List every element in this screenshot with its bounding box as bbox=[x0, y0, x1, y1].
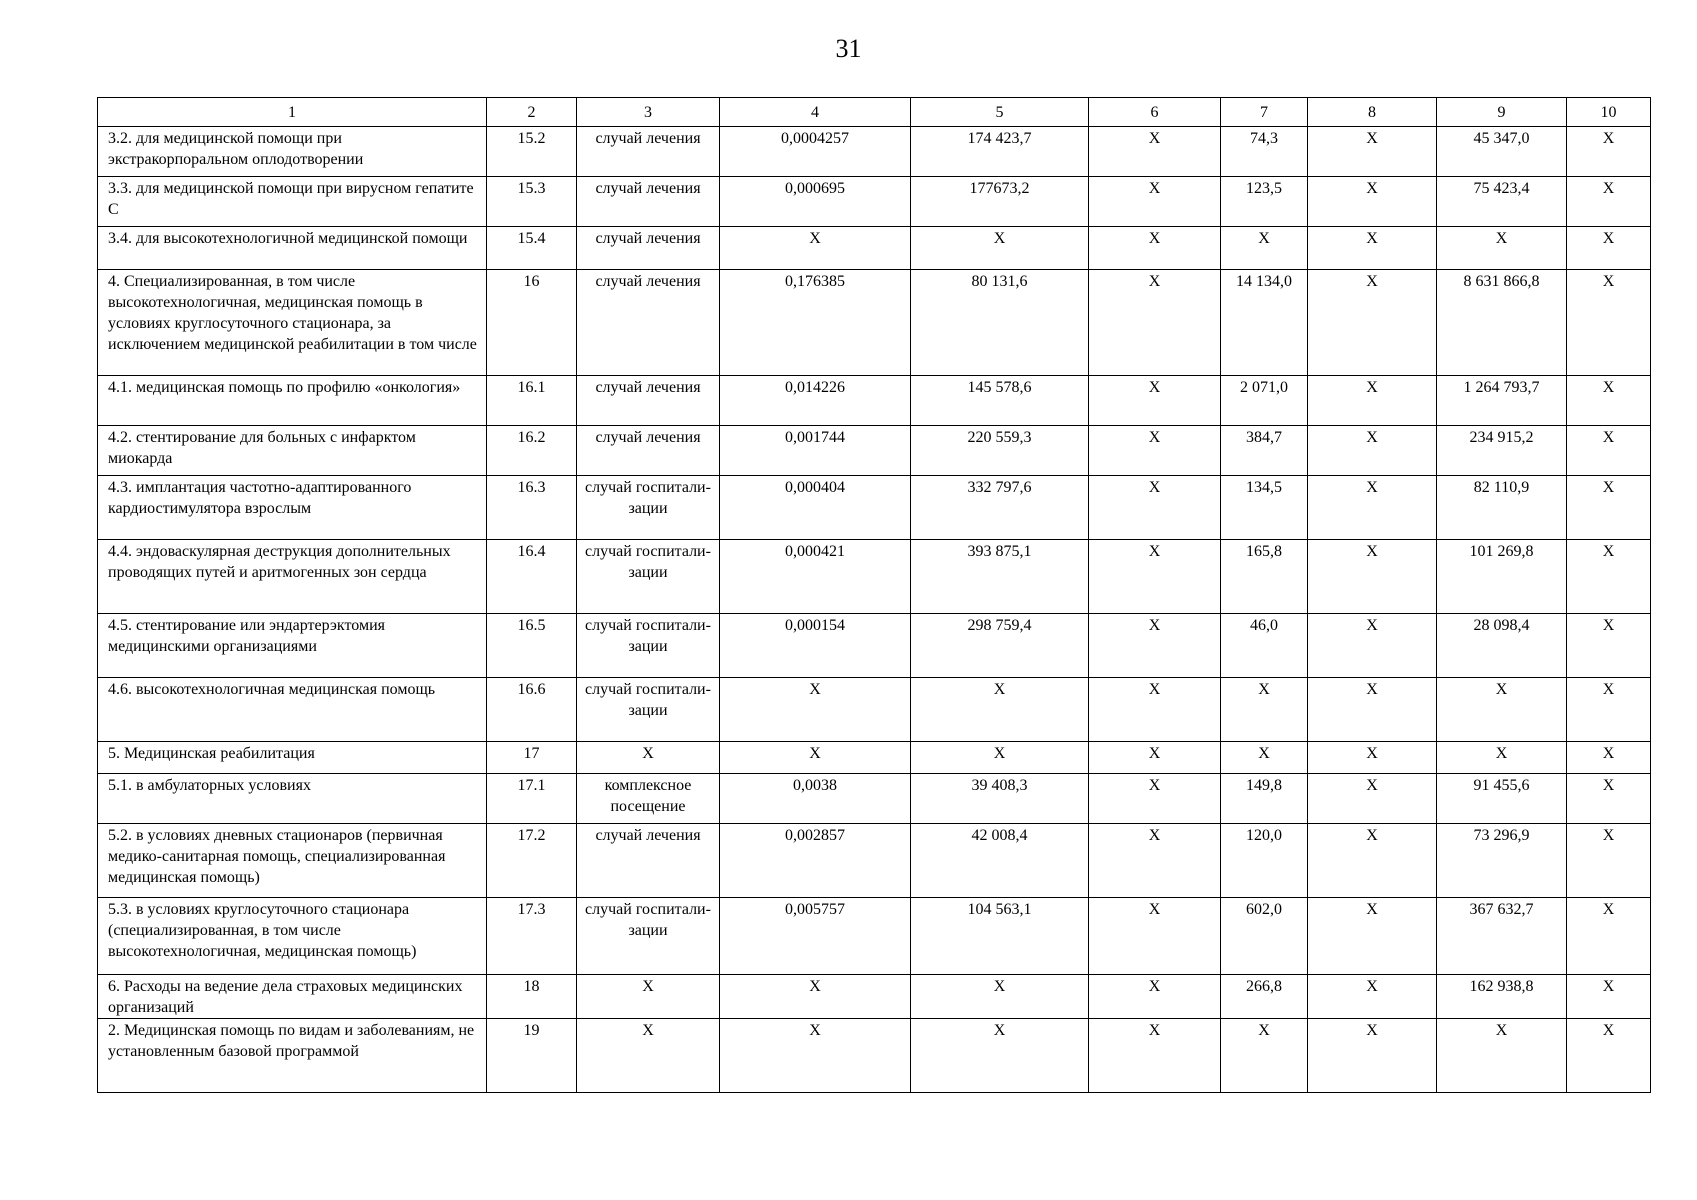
col-6-value: X bbox=[1089, 426, 1221, 476]
col-5-value: 220 559,3 bbox=[911, 426, 1089, 476]
col-6-value: X bbox=[1089, 227, 1221, 270]
col-5-value: X bbox=[911, 227, 1089, 270]
col-8-value: X bbox=[1308, 127, 1437, 177]
row-code: 18 bbox=[487, 975, 577, 1019]
row-code: 16.5 bbox=[487, 614, 577, 678]
col-7-value: 602,0 bbox=[1221, 898, 1308, 975]
col-9-value: 101 269,8 bbox=[1437, 540, 1567, 614]
row-unit: случай лечения bbox=[577, 177, 720, 227]
column-number-4: 4 bbox=[720, 98, 911, 127]
col-7-value: 384,7 bbox=[1221, 426, 1308, 476]
row-name: 2. Медицинская помощь по видам и заболеваниям, не установленным базовой программой bbox=[98, 1019, 487, 1093]
col-4-value: 0,014226 bbox=[720, 376, 911, 426]
col-7-value: 123,5 bbox=[1221, 177, 1308, 227]
table-row bbox=[98, 742, 1651, 774]
col-8-value: X bbox=[1308, 270, 1437, 376]
row-code: 16.4 bbox=[487, 540, 577, 614]
col-10-value: X bbox=[1567, 177, 1651, 227]
col-9-value: 234 915,2 bbox=[1437, 426, 1567, 476]
col-10-value: X bbox=[1567, 975, 1651, 1019]
table-row bbox=[98, 227, 1651, 270]
row-name: 4.3. имплантация частотно-адаптированного кардиостимулятора взрослым bbox=[98, 476, 487, 540]
table-row bbox=[98, 824, 1651, 898]
row-unit: случай лечения bbox=[577, 426, 720, 476]
col-7-value: X bbox=[1221, 678, 1308, 742]
row-code: 16.1 bbox=[487, 376, 577, 426]
col-8-value: X bbox=[1308, 975, 1437, 1019]
col-6-value: X bbox=[1089, 476, 1221, 540]
row-code: 16 bbox=[487, 270, 577, 376]
col-10-value: X bbox=[1567, 614, 1651, 678]
col-5-value: X bbox=[911, 742, 1089, 774]
col-5-value: 393 875,1 bbox=[911, 540, 1089, 614]
col-7-value: X bbox=[1221, 227, 1308, 270]
row-code: 17.2 bbox=[487, 824, 577, 898]
col-6-value: X bbox=[1089, 975, 1221, 1019]
row-name: 4.5. стентирование или эндартерэктомия медицинскими организациями bbox=[98, 614, 487, 678]
col-5-value: 298 759,4 bbox=[911, 614, 1089, 678]
col-7-value: 149,8 bbox=[1221, 774, 1308, 824]
col-8-value: X bbox=[1308, 426, 1437, 476]
row-name: 5.2. в условиях дневных стационаров (первичная медико-санитарная помощь, специализированная медицинская помощь) bbox=[98, 824, 487, 898]
col-10-value: X bbox=[1567, 1019, 1651, 1093]
col-4-value: 0,176385 bbox=[720, 270, 911, 376]
col-4-value: X bbox=[720, 227, 911, 270]
row-unit: случай лечения bbox=[577, 376, 720, 426]
col-5-value: X bbox=[911, 975, 1089, 1019]
row-name: 3.4. для высокотехнологичной медицинской помощи bbox=[98, 227, 487, 270]
table-row bbox=[98, 1019, 1651, 1093]
column-number-7: 7 bbox=[1221, 98, 1308, 127]
col-10-value: X bbox=[1567, 678, 1651, 742]
col-8-value: X bbox=[1308, 898, 1437, 975]
row-unit: X bbox=[577, 975, 720, 1019]
row-code: 17.3 bbox=[487, 898, 577, 975]
table-row bbox=[98, 270, 1651, 376]
col-8-value: X bbox=[1308, 376, 1437, 426]
col-8-value: X bbox=[1308, 774, 1437, 824]
column-number-1: 1 bbox=[98, 98, 487, 127]
row-name: 3.3. для медицинской помощи при вирусном гепатите С bbox=[98, 177, 487, 227]
col-4-value: 0,001744 bbox=[720, 426, 911, 476]
table-row bbox=[98, 426, 1651, 476]
table-row bbox=[98, 774, 1651, 824]
col-6-value: X bbox=[1089, 177, 1221, 227]
table-row bbox=[98, 975, 1651, 1019]
col-4-value: X bbox=[720, 975, 911, 1019]
row-unit: случай госпитали-зации bbox=[577, 476, 720, 540]
col-8-value: X bbox=[1308, 678, 1437, 742]
row-name: 3.2. для медицинской помощи при экстракорпоральном оплодотворении bbox=[98, 127, 487, 177]
col-9-value: 28 098,4 bbox=[1437, 614, 1567, 678]
col-4-value: 0,000421 bbox=[720, 540, 911, 614]
col-8-value: X bbox=[1308, 540, 1437, 614]
col-9-value: X bbox=[1437, 227, 1567, 270]
col-5-value: 104 563,1 bbox=[911, 898, 1089, 975]
col-10-value: X bbox=[1567, 127, 1651, 177]
row-name: 4.4. эндоваскулярная деструкция дополнительных проводящих путей и аритмогенных зон сердца bbox=[98, 540, 487, 614]
col-10-value: X bbox=[1567, 774, 1651, 824]
table-row bbox=[98, 177, 1651, 227]
col-4-value: 0,000404 bbox=[720, 476, 911, 540]
col-5-value: 174 423,7 bbox=[911, 127, 1089, 177]
col-6-value: X bbox=[1089, 270, 1221, 376]
col-4-value: 0,005757 bbox=[720, 898, 911, 975]
row-unit: случай госпитали-зации bbox=[577, 678, 720, 742]
col-10-value: X bbox=[1567, 227, 1651, 270]
header-row bbox=[98, 98, 1651, 127]
col-8-value: X bbox=[1308, 1019, 1437, 1093]
row-code: 15.2 bbox=[487, 127, 577, 177]
col-4-value: X bbox=[720, 1019, 911, 1093]
row-code: 16.6 bbox=[487, 678, 577, 742]
col-10-value: X bbox=[1567, 476, 1651, 540]
table-row bbox=[98, 614, 1651, 678]
page-number: 31 bbox=[835, 34, 862, 63]
col-6-value: X bbox=[1089, 614, 1221, 678]
column-number-10: 10 bbox=[1567, 98, 1651, 127]
col-9-value: 162 938,8 bbox=[1437, 975, 1567, 1019]
row-unit: случай лечения bbox=[577, 270, 720, 376]
column-number-5: 5 bbox=[911, 98, 1089, 127]
col-10-value: X bbox=[1567, 824, 1651, 898]
row-name: 6. Расходы на ведение дела страховых медицинских организаций bbox=[98, 975, 487, 1019]
col-10-value: X bbox=[1567, 540, 1651, 614]
col-8-value: X bbox=[1308, 824, 1437, 898]
col-4-value: 0,000695 bbox=[720, 177, 911, 227]
col-10-value: X bbox=[1567, 742, 1651, 774]
row-unit: случай лечения bbox=[577, 824, 720, 898]
col-9-value: 73 296,9 bbox=[1437, 824, 1567, 898]
col-4-value: 0,002857 bbox=[720, 824, 911, 898]
row-name: 5.1. в амбулаторных условиях bbox=[98, 774, 487, 824]
col-7-value: 266,8 bbox=[1221, 975, 1308, 1019]
column-number-8: 8 bbox=[1308, 98, 1437, 127]
row-code: 15.4 bbox=[487, 227, 577, 270]
table-row bbox=[98, 898, 1651, 975]
column-number-2: 2 bbox=[487, 98, 577, 127]
col-7-value: 2 071,0 bbox=[1221, 376, 1308, 426]
col-5-value: 177673,2 bbox=[911, 177, 1089, 227]
col-7-value: 165,8 bbox=[1221, 540, 1308, 614]
col-8-value: X bbox=[1308, 614, 1437, 678]
col-6-value: X bbox=[1089, 1019, 1221, 1093]
col-7-value: 120,0 bbox=[1221, 824, 1308, 898]
col-6-value: X bbox=[1089, 898, 1221, 975]
col-10-value: X bbox=[1567, 376, 1651, 426]
col-9-value: 82 110,9 bbox=[1437, 476, 1567, 540]
row-unit: случай госпитали-зации bbox=[577, 540, 720, 614]
col-9-value: X bbox=[1437, 1019, 1567, 1093]
col-9-value: 367 632,7 bbox=[1437, 898, 1567, 975]
table-row bbox=[98, 540, 1651, 614]
row-name: 4. Специализированная, в том числе высокотехнологичная, медицинская помощь в условиях круглосуточного стационара, за исключением медицинской реабилитации в том числе bbox=[98, 270, 487, 376]
row-name: 4.2. стентирование для больных с инфарктом миокарда bbox=[98, 426, 487, 476]
col-7-value: 74,3 bbox=[1221, 127, 1308, 177]
col-9-value: X bbox=[1437, 678, 1567, 742]
row-unit: X bbox=[577, 742, 720, 774]
col-6-value: X bbox=[1089, 127, 1221, 177]
row-code: 19 bbox=[487, 1019, 577, 1093]
row-name: 4.1. медицинская помощь по профилю «онкология» bbox=[98, 376, 487, 426]
row-code: 16.3 bbox=[487, 476, 577, 540]
col-5-value: X bbox=[911, 678, 1089, 742]
col-4-value: 0,0038 bbox=[720, 774, 911, 824]
col-10-value: X bbox=[1567, 270, 1651, 376]
column-number-6: 6 bbox=[1089, 98, 1221, 127]
row-name: 4.6. высокотехнологичная медицинская помощь bbox=[98, 678, 487, 742]
col-9-value: 45 347,0 bbox=[1437, 127, 1567, 177]
row-unit: комплексное посещение bbox=[577, 774, 720, 824]
col-8-value: X bbox=[1308, 476, 1437, 540]
col-10-value: X bbox=[1567, 426, 1651, 476]
table-row bbox=[98, 127, 1651, 177]
row-unit: случай лечения bbox=[577, 127, 720, 177]
col-8-value: X bbox=[1308, 227, 1437, 270]
col-5-value: 332 797,6 bbox=[911, 476, 1089, 540]
col-10-value: X bbox=[1567, 898, 1651, 975]
row-unit: случай госпитали-зации bbox=[577, 614, 720, 678]
col-7-value: 14 134,0 bbox=[1221, 270, 1308, 376]
row-code: 15.3 bbox=[487, 177, 577, 227]
col-9-value: 8 631 866,8 bbox=[1437, 270, 1567, 376]
row-unit: случай лечения bbox=[577, 227, 720, 270]
col-8-value: X bbox=[1308, 177, 1437, 227]
col-6-value: X bbox=[1089, 824, 1221, 898]
col-6-value: X bbox=[1089, 742, 1221, 774]
row-unit: X bbox=[577, 1019, 720, 1093]
col-5-value: 80 131,6 bbox=[911, 270, 1089, 376]
col-7-value: 134,5 bbox=[1221, 476, 1308, 540]
col-4-value: X bbox=[720, 678, 911, 742]
col-5-value: 145 578,6 bbox=[911, 376, 1089, 426]
col-9-value: 1 264 793,7 bbox=[1437, 376, 1567, 426]
col-5-value: 42 008,4 bbox=[911, 824, 1089, 898]
row-code: 16.2 bbox=[487, 426, 577, 476]
col-7-value: X bbox=[1221, 1019, 1308, 1093]
col-6-value: X bbox=[1089, 774, 1221, 824]
col-7-value: X bbox=[1221, 742, 1308, 774]
column-number-3: 3 bbox=[577, 98, 720, 127]
col-8-value: X bbox=[1308, 742, 1437, 774]
column-number-9: 9 bbox=[1437, 98, 1567, 127]
col-9-value: X bbox=[1437, 742, 1567, 774]
col-6-value: X bbox=[1089, 376, 1221, 426]
col-4-value: 0,0004257 bbox=[720, 127, 911, 177]
col-4-value: 0,000154 bbox=[720, 614, 911, 678]
col-7-value: 46,0 bbox=[1221, 614, 1308, 678]
row-name: 5.3. в условиях круглосуточного стационара (специализированная, в том числе высокотехнологичная, медицинская помощь) bbox=[98, 898, 487, 975]
col-9-value: 91 455,6 bbox=[1437, 774, 1567, 824]
row-unit: случай госпитали-зации bbox=[577, 898, 720, 975]
col-5-value: X bbox=[911, 1019, 1089, 1093]
data-table bbox=[97, 97, 1651, 1093]
row-name: 5. Медицинская реабилитация bbox=[98, 742, 487, 774]
col-5-value: 39 408,3 bbox=[911, 774, 1089, 824]
table-row bbox=[98, 678, 1651, 742]
row-code: 17 bbox=[487, 742, 577, 774]
row-code: 17.1 bbox=[487, 774, 577, 824]
table-row bbox=[98, 376, 1651, 426]
col-6-value: X bbox=[1089, 540, 1221, 614]
table-row bbox=[98, 476, 1651, 540]
col-9-value: 75 423,4 bbox=[1437, 177, 1567, 227]
col-6-value: X bbox=[1089, 678, 1221, 742]
col-4-value: X bbox=[720, 742, 911, 774]
